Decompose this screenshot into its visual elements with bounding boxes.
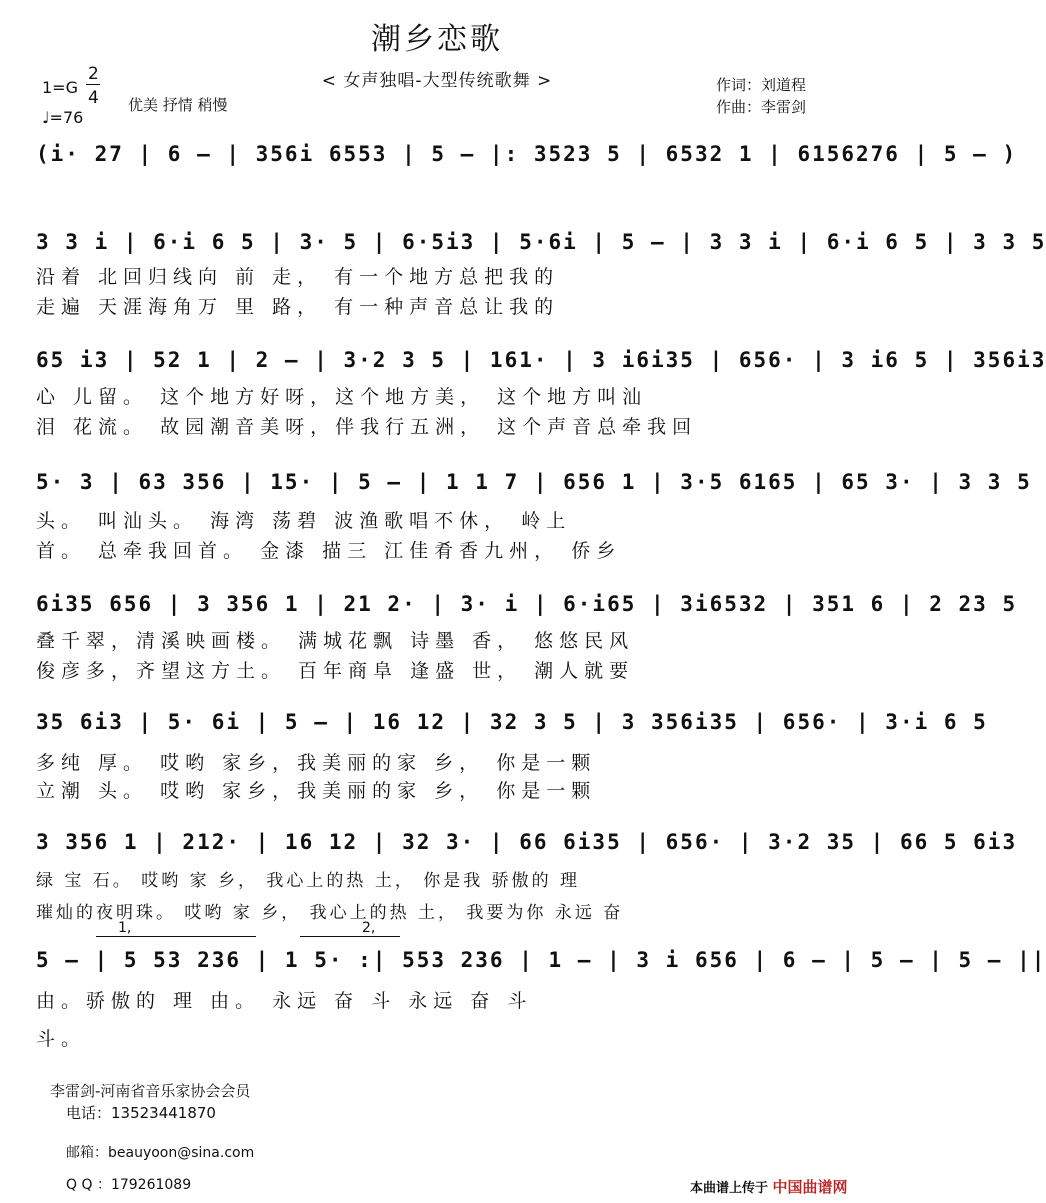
lyric-verse-1: 叠千翠，清溪映画楼。 满城花飘 诗墨 香， 悠悠民风 bbox=[36, 630, 635, 652]
notation-row: 65 i3 | 52 1 | 2 – | 3·2 3 5 | 161· | 3 i6i35 | 656· | 3 i6 5 | 356i3 bbox=[36, 348, 1046, 372]
notation-row: 5 – | 5 53 236 | 1 5· :| 553 236 | 1 – | 3 i 656 | 6 – | 5 – | 5 – || bbox=[36, 948, 1046, 972]
lyric-verse-2: 走遍 天涯海角万 里 路， 有一种声音总让我的 bbox=[36, 296, 560, 318]
lyric-verse-1: 沿着 北回归线向 前 走， 有一个地方总把我的 bbox=[36, 266, 560, 288]
lyric-verse-1: 头。 叫汕头。 海湾 荡碧 波渔歌唱不休， 岭上 bbox=[36, 510, 572, 532]
site-watermark bbox=[690, 1176, 848, 1197]
lyricist: 作词：刘道程 bbox=[716, 76, 807, 94]
time-signature-bottom: 4 bbox=[88, 88, 99, 108]
lyric-verse-1: 心 儿留。 这个地方好呀，这个地方美， 这个地方叫汕 bbox=[36, 386, 648, 408]
upload-label: 本曲谱上传于 bbox=[690, 1181, 769, 1196]
subtitle: < 女声独唱-大型传统歌舞 > bbox=[321, 71, 553, 91]
notation-row: 3 3 i | 6·i 6 5 | 3· 5 | 6·5i3 | 5·6i | 5 – | 3 3 i | 6·i 6 5 | 3 3 5 bbox=[36, 230, 1046, 254]
lyric-verse-2: 首。 总牵我回首。 金漆 描三 江佳肴香九州， 侨乡 bbox=[36, 540, 622, 562]
lyric-verse-2: 璀灿的夜明珠。 哎哟 家 乡， 我心上的热 土， 我要为你 永远 奋 bbox=[36, 903, 624, 923]
volta-2: 2, bbox=[362, 920, 376, 936]
final-lyric: 斗。 bbox=[36, 1028, 87, 1050]
lyric-verse-2: 泪 花流。 故园潮音美呀，伴我行五洲， 这个声音总牵我回 bbox=[36, 416, 698, 438]
notation-row: (i· 27 | 6 – | 356i 6553 | 5 – |: 3523 5 | 6532 1 | 6156276 | 5 – ) bbox=[36, 142, 1018, 166]
key-signature: 1=G bbox=[42, 78, 78, 97]
phone: 电话：13523441870 bbox=[66, 1104, 216, 1122]
qq: Q Q ：179261089 bbox=[66, 1177, 192, 1193]
page-title: 潮乡恋歌 bbox=[371, 22, 503, 57]
notation-row: 35 6i3 | 5· 6i | 5 – | 16 12 | 32 3 5 | 3 356i35 | 656· | 3·i 6 5 bbox=[36, 710, 988, 734]
lyric-verse-2: 俊彦多，齐望这方土。 百年商阜 逢盛 世， 潮人就要 bbox=[36, 660, 635, 682]
lyric-verse-1: 绿 宝 石。 哎哟 家 乡， 我心上的热 土， 你是我 骄傲的 理 bbox=[36, 871, 581, 891]
lyric-verse-1: 多纯 厚。 哎哟 家乡，我美丽的家 乡， 你是一颗 bbox=[36, 752, 597, 774]
style-marking: 优美 抒情 稍慢 bbox=[128, 96, 228, 114]
site-logo: 中国曲谱网 bbox=[772, 1178, 848, 1196]
lyric-verse-1: 由。骄傲的 理 由。 永远 奋 斗 永远 奋 斗 bbox=[36, 990, 533, 1012]
lyric-verse-2: 立潮 头。 哎哟 家乡，我美丽的家 乡， 你是一颗 bbox=[36, 780, 597, 802]
time-signature-top: 2 bbox=[88, 64, 99, 84]
composer: 作曲：李雷剑 bbox=[716, 98, 807, 116]
tempo-marking: ♩=76 bbox=[42, 108, 84, 127]
volta-1: 1, bbox=[118, 920, 132, 936]
author-info: 李雷剑-河南省音乐家协会会员 bbox=[50, 1082, 251, 1100]
notation-row: 6i35 656 | 3 356 1 | 21 2· | 3· i | 6·i65 | 3i6532 | 351 6 | 2 23 5 bbox=[36, 592, 1018, 616]
email: 邮箱：beauyoon@sina.com bbox=[66, 1145, 255, 1161]
notation-row: 3 356 1 | 212· | 16 12 | 32 3· | 66 6i35 | 656· | 3·2 35 | 66 5 6i3 bbox=[36, 830, 1018, 854]
notation-row: 5· 3 | 63 356 | 15· | 5 – | 1 1 7 | 656 1 | 3·5 6165 | 65 3· | 3 3 5 bbox=[36, 470, 1032, 494]
